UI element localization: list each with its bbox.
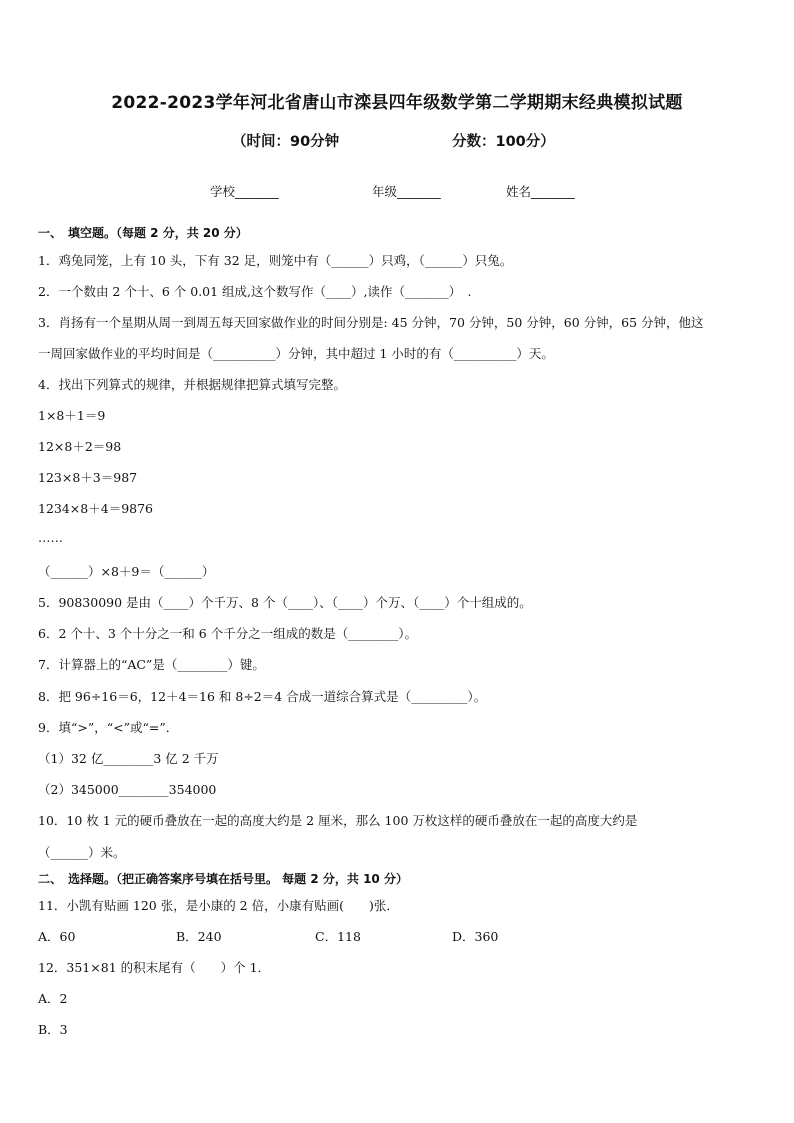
- option-a: A．60: [38, 929, 76, 944]
- formula-line: 123×8＋3＝987: [38, 470, 138, 485]
- formula-line: 12×8＋2＝98: [38, 439, 122, 454]
- question-line: （2）345000________354000: [38, 782, 217, 797]
- question-line: 6．2 个十、3 个十分之一和 6 个千分之一组成的数是（________）。: [38, 626, 417, 641]
- option-b: B．240: [176, 929, 222, 944]
- question-line: 11．小凯有贴画 120 张，是小康的 2 倍，小康有贴画( )张．: [38, 898, 399, 913]
- question-line: 4．找出下列算式的规律，并根据规律把算式填写完整。: [38, 377, 346, 392]
- question-line: 5．90830090 是由（____）个千万、8 个（____）、（____）个万、（____）个十组成的。: [38, 595, 532, 610]
- question-line: 12．351×81 的积末尾有（ ）个 1．: [38, 960, 271, 975]
- question-line: 一周回家做作业的平均时间是（__________）分钟，其中超过 1 小时的有（__________）天。: [38, 346, 554, 361]
- option-a: A．2: [38, 991, 68, 1006]
- grade-field: 年级_______: [372, 184, 441, 199]
- question-line: 7．计算器上的“AC”是（________）键。: [38, 657, 265, 672]
- question-line: （______）米。: [38, 845, 126, 860]
- section-heading-choice: 二、 选择题。（把正确答案序号填在括号里。 每题 2 分，共 10 分）: [38, 872, 408, 886]
- page-title: 2022-2023学年河北省唐山市滦县四年级数学第二学期期末经典模拟试题: [111, 93, 683, 113]
- question-line: 8．把 96÷16＝6，12＋4＝16 和 8÷2＝4 合成一道综合算式是（_________）。: [38, 689, 487, 704]
- name-field: 姓名_______: [506, 184, 575, 199]
- option-b: B．3: [38, 1022, 68, 1037]
- option-d: D．360: [452, 929, 499, 944]
- school-field: 学校_______: [210, 184, 279, 199]
- option-c: C．118: [315, 929, 361, 944]
- formula-line: 1×8＋1＝9: [38, 408, 106, 423]
- question-line: 10．10 枚 1 元的硬币叠放在一起的高度大约是 2 厘米，那么 100 万枚这样的硬币叠放在一起的高度大约是: [38, 813, 638, 828]
- question-line: 3．肖扬有一个星期从周一到周五每天回家做作业的时间分别是: 45 分钟，70 分钟，50 分钟，60 分钟，65 分钟，他这: [38, 315, 704, 330]
- formula-line: （______）×8＋9＝（______）: [38, 564, 215, 579]
- question-line: 2．一个数由 2 个十、6 个 0.01 组成,这个数写作（____）,读作（_______） .: [38, 284, 472, 299]
- formula-line: 1234×8＋4＝9876: [38, 501, 154, 516]
- question-line: （1）32 亿________3 亿 2 千万: [38, 751, 219, 766]
- question-line: 9．填“>”，“<”或“=”．: [38, 720, 179, 735]
- exam-time: （时间：90分钟: [232, 134, 340, 150]
- exam-score: 分数：100分）: [452, 134, 555, 150]
- section-heading-fill-in: 一、 填空题。（每题 2 分，共 20 分）: [38, 226, 248, 240]
- question-line: 1．鸡兔同笼，上有 10 头，下有 32 足，则笼中有（______）只鸡，（______）只兔。: [38, 253, 513, 268]
- ellipsis-line: ……: [38, 530, 63, 545]
